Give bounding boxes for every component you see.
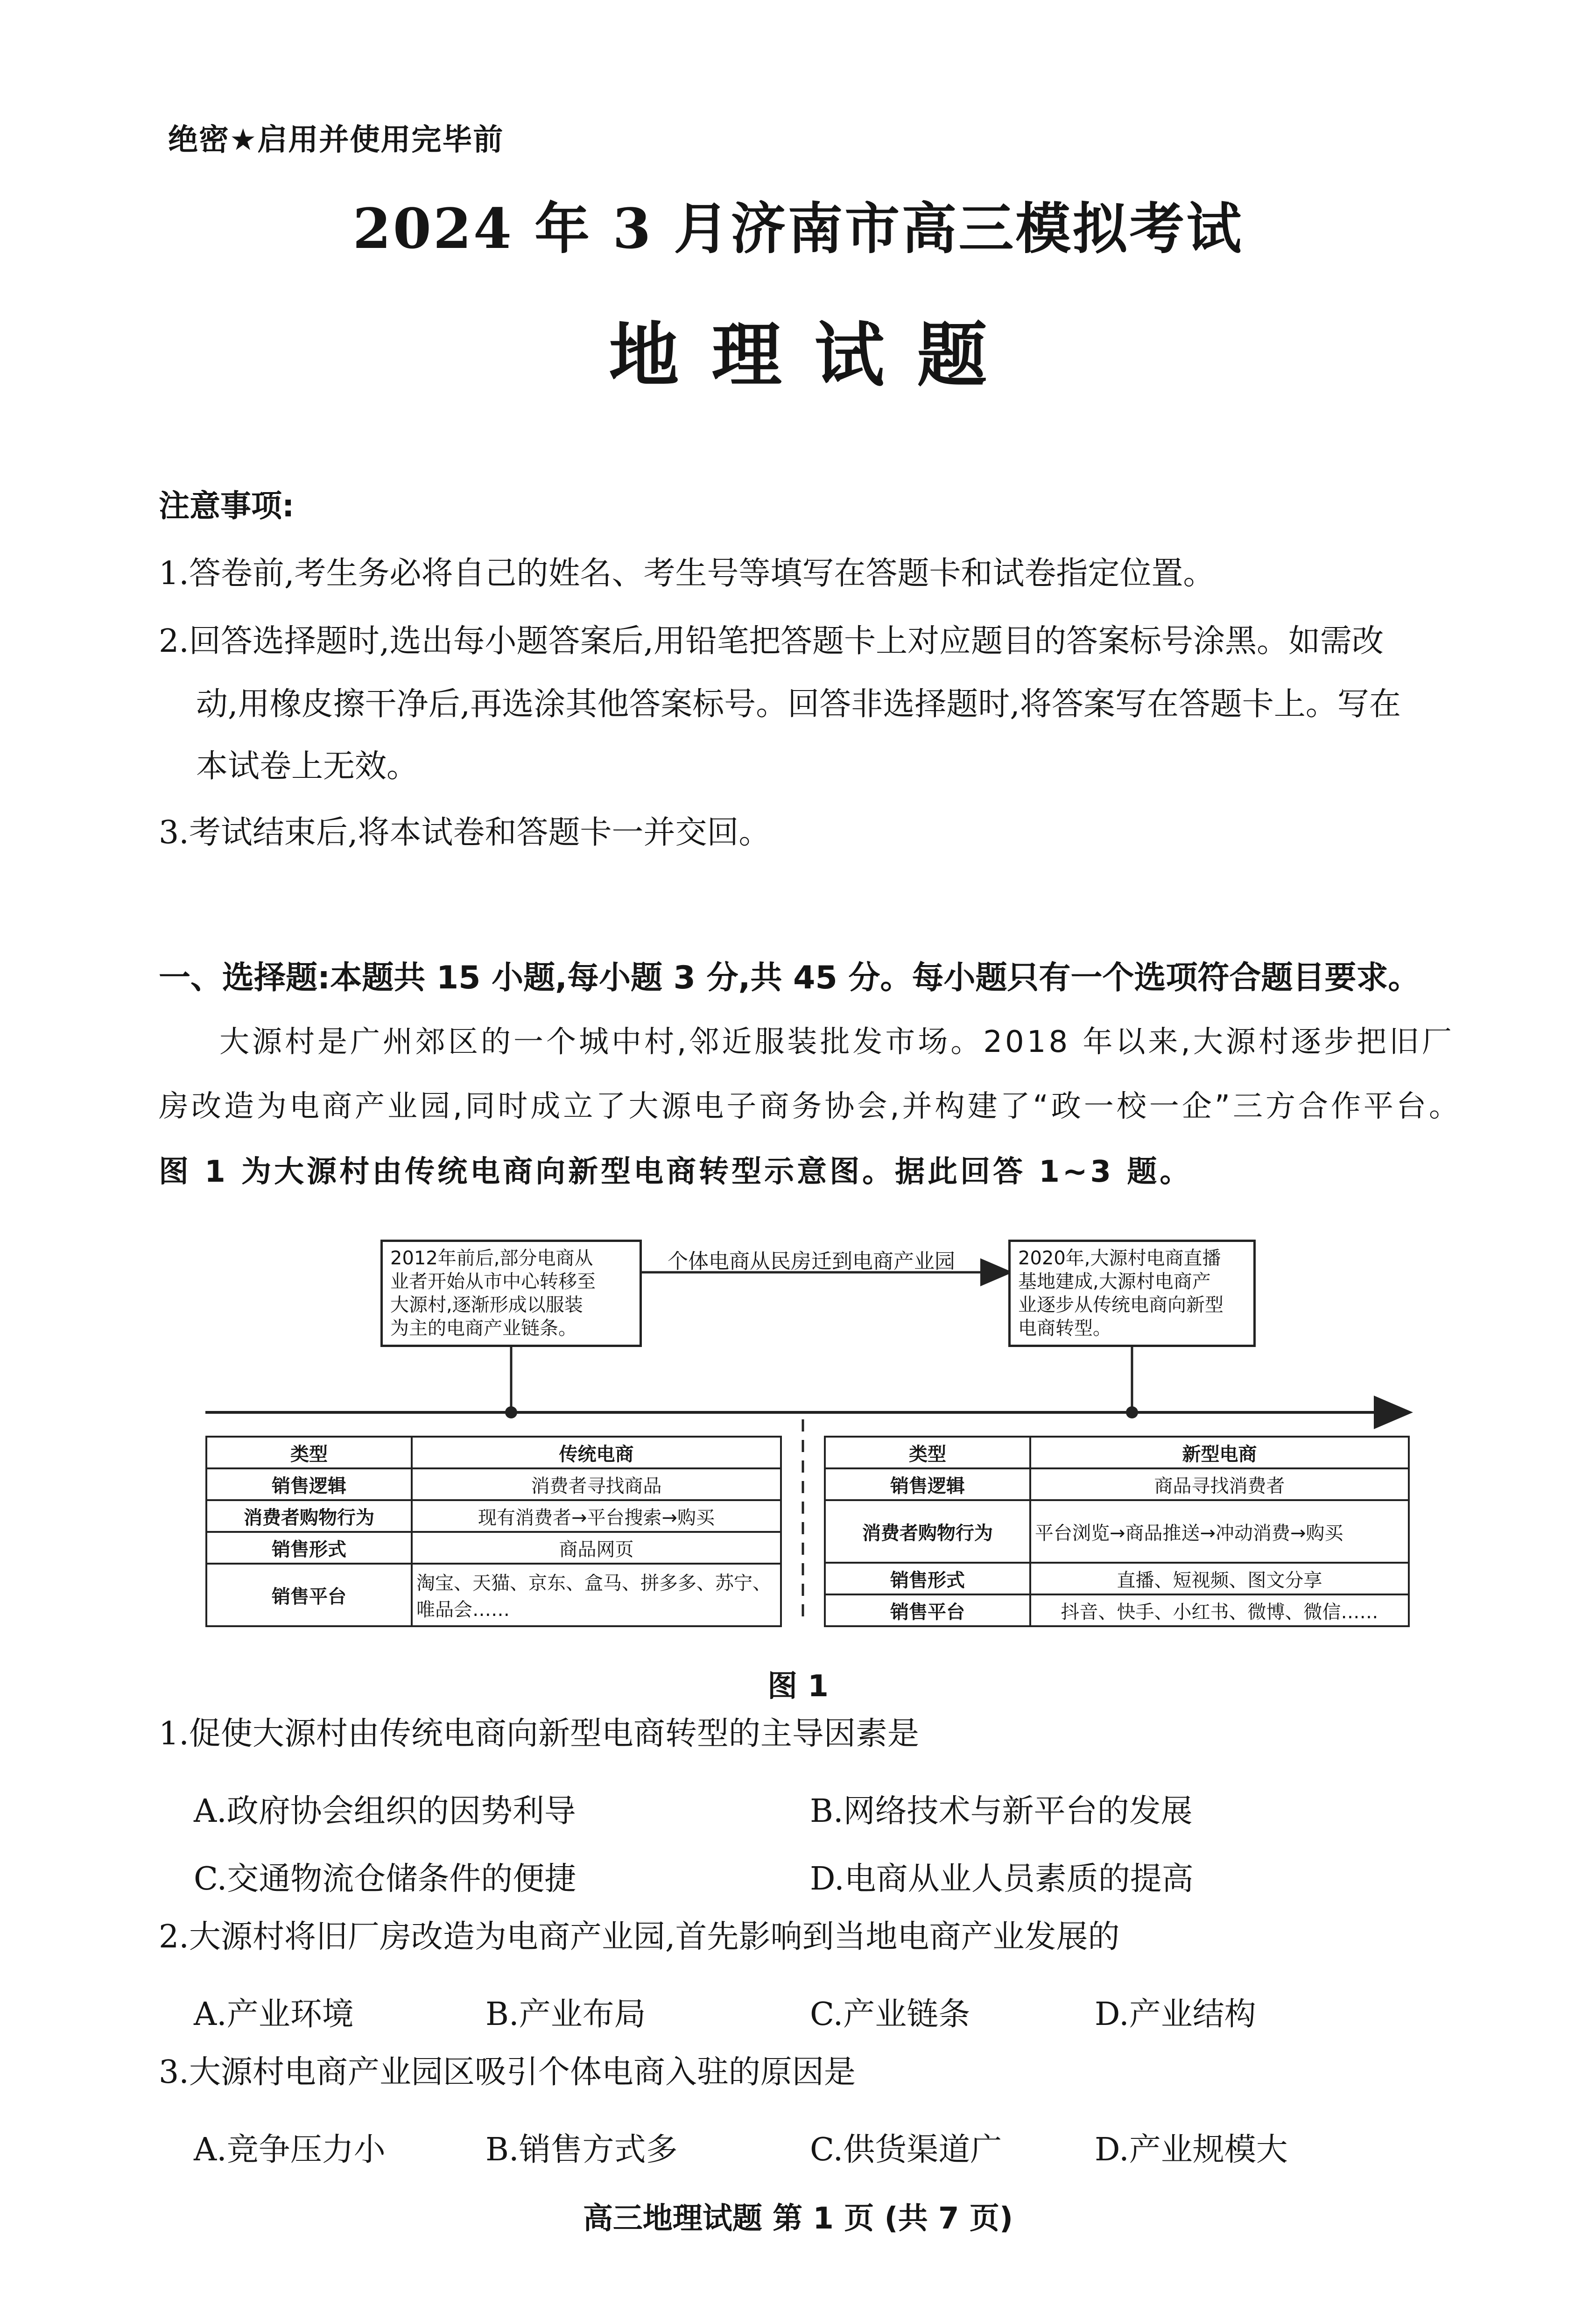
table-cell: 销售形式 [206, 1532, 412, 1564]
question-stem: 1.促使大源村由传统电商向新型电商转型的主导因素是 [159, 1715, 919, 1752]
option-b: B.销售方式多 [485, 2131, 678, 2168]
notice-line: 3.考试结束后,将本试卷和答题卡一并交回。 [159, 814, 771, 851]
table-cell: 新型电商 [1030, 1437, 1409, 1468]
option-c: C.产业链条 [810, 1996, 970, 2033]
figure-caption: 图 1 [767, 1669, 829, 1704]
exam-title: 2024 年 3 月济南市高三模拟考试 [352, 196, 1244, 261]
table-row [825, 1594, 1409, 1626]
box-line: 基地建成,大源村电商产 [1018, 1271, 1211, 1292]
subject-title: 地理试题 [609, 314, 1020, 396]
table-cell: 消费者购物行为 [825, 1500, 1030, 1563]
table-row [206, 1564, 781, 1626]
timeline-node [505, 1406, 517, 1418]
passage-line: 大源村是广州郊区的一个城中村,邻近服装批发市场。2018 年以来,大源村逐步把旧厂 [219, 1025, 1455, 1059]
option-d: D.电商从业人员素质的提高 [810, 1861, 1194, 1897]
right-timeline-box [1008, 1240, 1256, 1347]
box-line: 2020年,大源村电商直播 [1018, 1248, 1221, 1269]
option-d: D.产业规模大 [1095, 2131, 1288, 2168]
box-line: 为主的电商产业链条。 [390, 1318, 577, 1339]
table-cell: 消费者寻找商品 [412, 1468, 781, 1500]
table-cell: 淘宝、天猫、京东、盒马、拼多多、苏宁、唯品会…… [412, 1564, 781, 1626]
new-ecommerce-table [824, 1436, 1410, 1627]
box-line: 电商转型。 [1018, 1318, 1111, 1339]
box-line: 2012年前后,部分电商从 [390, 1248, 593, 1269]
timeline-node [1126, 1406, 1138, 1418]
option-c: C.交通物流仓储条件的便捷 [194, 1861, 577, 1897]
table-cell: 现有消费者→平台搜索→购买 [412, 1500, 781, 1532]
confidential-label: 绝密★启用并使用完毕前 [168, 123, 504, 157]
passage-line: 房改造为电商产业园,同时成立了大源电子商务协会,并构建了“政一校一企”三方合作平台。 [159, 1089, 1462, 1124]
left-timeline-box [380, 1240, 642, 1347]
table-row [825, 1437, 1409, 1468]
box-line: 大源村,逐渐形成以服装 [390, 1294, 583, 1316]
table-cell: 销售形式 [825, 1563, 1030, 1594]
notice-line: 1.答卷前,考生务必将自己的姓名、考生号等填写在答题卡和试卷指定位置。 [159, 555, 1215, 592]
notice-line: 2.回答选择题时,选出每小题答案后,用铅笔把答题卡上对应题目的答案标号涂黑。如需改 [159, 623, 1384, 660]
table-cell: 类型 [825, 1437, 1030, 1468]
option-b: B.网络技术与新平台的发展 [810, 1793, 1193, 1830]
table-cell: 传统电商 [412, 1437, 781, 1468]
page-footer: 高三地理试题 第 1 页 (共 7 页) [583, 2201, 1013, 2236]
box-line: 业者开始从市中心转移至 [390, 1271, 596, 1292]
option-a: A.产业环境 [194, 1996, 354, 2033]
option-b: B.产业布局 [485, 1996, 646, 2033]
table-cell: 销售平台 [206, 1564, 412, 1626]
table-row [206, 1468, 781, 1500]
table-row [206, 1500, 781, 1532]
option-a: A.竞争压力小 [194, 2131, 386, 2168]
table-cell: 商品网页 [412, 1532, 781, 1564]
notice-line: 本试卷上无效。 [196, 748, 419, 785]
table-cell: 销售平台 [825, 1594, 1030, 1626]
table-row [825, 1500, 1409, 1563]
traditional-ecommerce-table [205, 1436, 782, 1627]
option-d: D.产业结构 [1095, 1996, 1256, 2033]
table-cell: 平台浏览→商品推送→冲动消费→购买 [1030, 1500, 1409, 1563]
table-row [206, 1437, 781, 1468]
table-cell: 商品寻找消费者 [1030, 1468, 1409, 1500]
table-cell: 直播、短视频、图文分享 [1030, 1563, 1409, 1594]
box-line: 业逐步从传统电商向新型 [1018, 1294, 1223, 1316]
table-row [825, 1563, 1409, 1594]
section-title: 一、选择题:本题共 15 小题,每小题 3 分,共 45 分。每小题只有一个选项符合题目要求。 [159, 959, 1420, 996]
table-cell: 消费者购物行为 [206, 1500, 412, 1532]
table-cell: 销售逻辑 [206, 1468, 412, 1500]
table-cell: 类型 [206, 1437, 412, 1468]
table-row [206, 1532, 781, 1564]
arrow-label: 个体电商从民房迁到电商产业园 [668, 1249, 955, 1273]
option-c: C.供货渠道广 [810, 2131, 1002, 2168]
notice-line: 动,用橡皮擦干净后,再选涂其他答案标号。回答非选择题时,将答案写在答题卡上。写在 [196, 686, 1401, 723]
question-stem: 3.大源村电商产业园区吸引个体电商入驻的原因是 [159, 2054, 856, 2091]
table-row [825, 1468, 1409, 1500]
question-stem: 2.大源村将旧厂房改造为电商产业园,首先影响到当地电商产业发展的 [159, 1918, 1120, 1955]
table-cell: 抖音、快手、小红书、微博、微信…… [1030, 1594, 1409, 1626]
option-a: A.政府协会组织的因势利导 [194, 1793, 576, 1830]
notice-heading: 注意事项: [159, 488, 295, 524]
passage-line: 图 1 为大源村由传统电商向新型电商转型示意图。据此回答 1~3 题。 [159, 1155, 1193, 1189]
table-cell: 销售逻辑 [825, 1468, 1030, 1500]
